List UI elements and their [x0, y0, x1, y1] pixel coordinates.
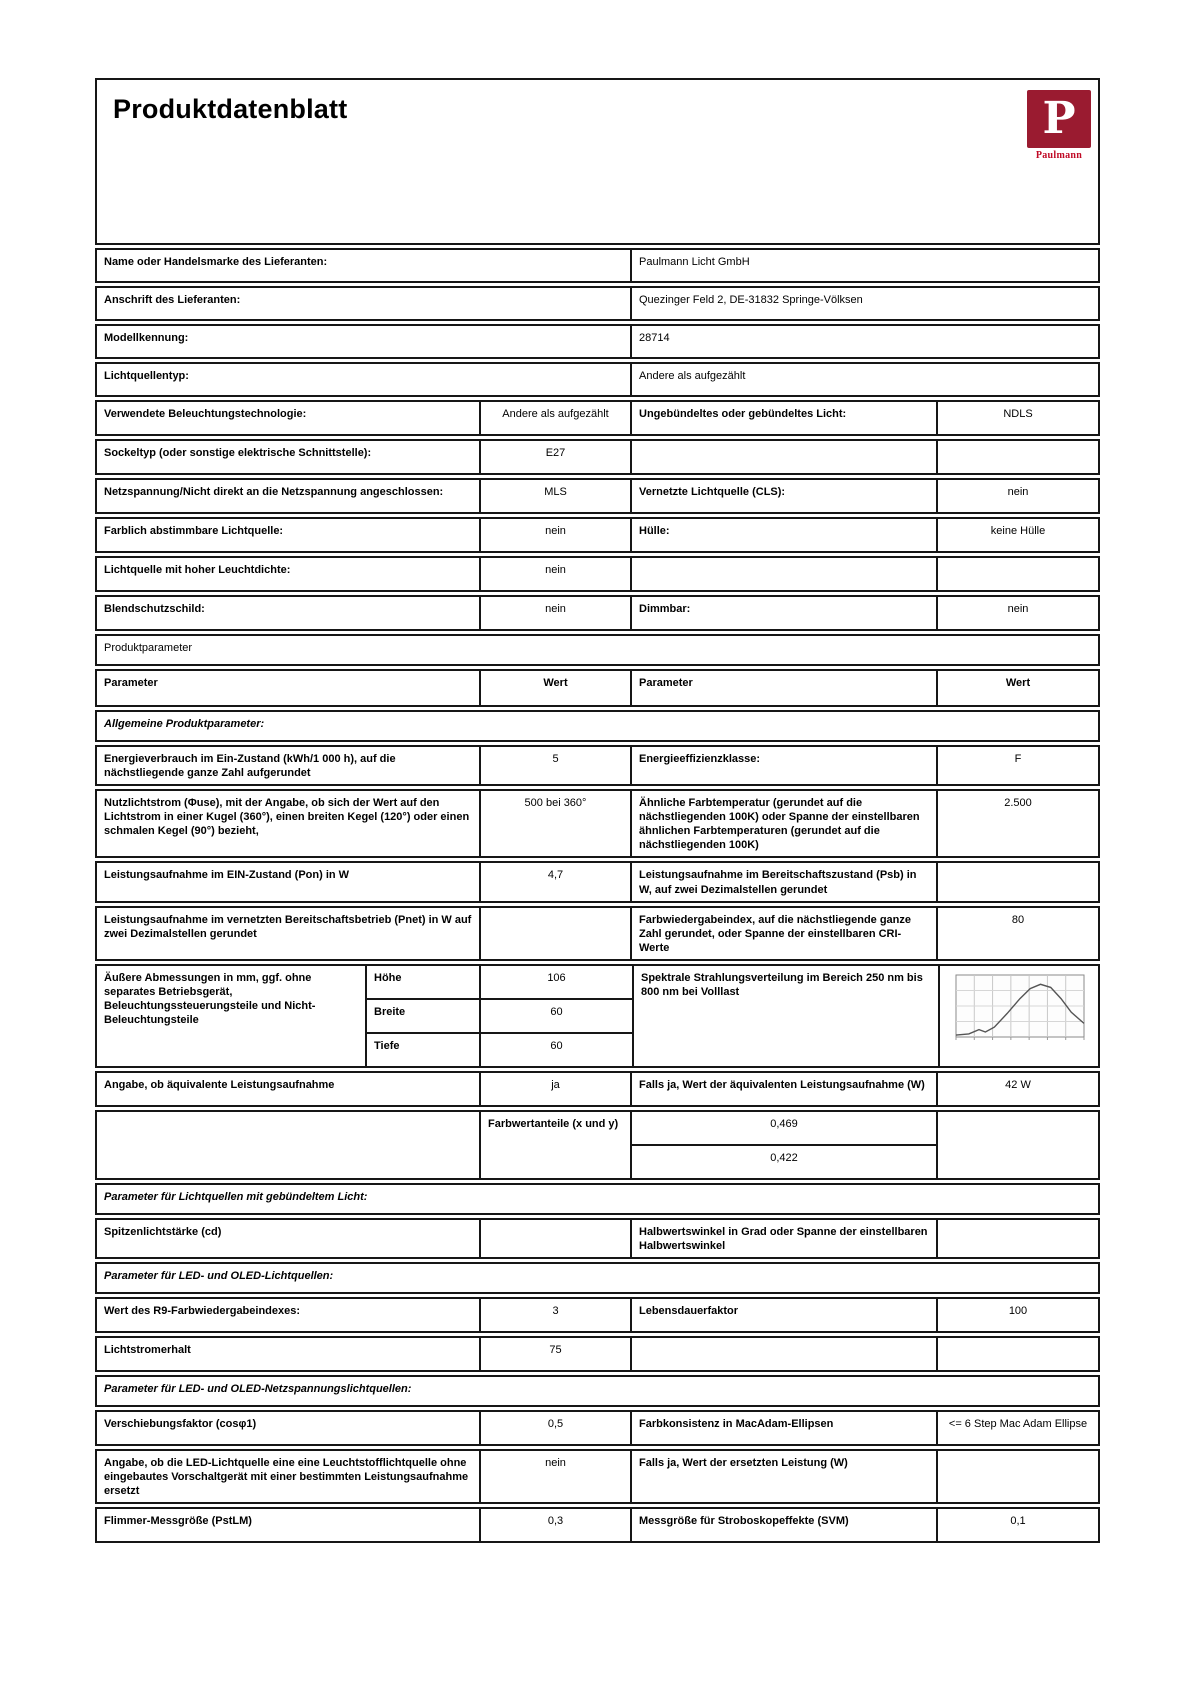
- spectral-distribution-chart: [950, 972, 1088, 1046]
- cell-label: Nutzlichtstrom (Φuse), mit der Angabe, ob sich der Wert auf den Lichtstrom in einer Kugel (360°), einen breiten Kegel (120°) oder einen schmalen Kegel (90°) bezieht,: [97, 791, 481, 856]
- spectral-chart-cell: [940, 966, 1098, 1066]
- cell-label: Äußere Abmessungen in mm, ggf. ohne separates Betriebsgerät, Beleuchtungssteuerungsteile und Nicht-Beleuchtungsteile: [97, 966, 367, 1066]
- cell-value: [938, 1451, 1098, 1502]
- table-row: [95, 478, 1100, 514]
- cell-value: 75: [481, 1338, 632, 1370]
- cell-label: Lebensdauerfaktor: [632, 1299, 938, 1331]
- cell-value: nein: [481, 519, 632, 551]
- table-row: [95, 634, 1100, 666]
- table-row: [95, 1262, 1100, 1294]
- cell-label: Lichtstromerhalt: [97, 1338, 481, 1370]
- cell-label: Lichtquellentyp:: [97, 364, 632, 395]
- column-header: Wert: [1005, 677, 1031, 689]
- section-heading: Produktparameter: [104, 642, 193, 654]
- cell-value: nein: [481, 1451, 632, 1502]
- cell-label: Modellkennung:: [97, 326, 632, 357]
- cell-label: Verwendete Beleuchtungstechnologie:: [97, 402, 481, 434]
- column-header: Parameter: [632, 671, 938, 705]
- datasheet-page: [95, 78, 1100, 1546]
- table-row: [95, 439, 1100, 475]
- chromaticity-value: 0,469: [770, 1117, 798, 1130]
- cell-value: [938, 558, 1098, 590]
- cell-value: [938, 1220, 1098, 1257]
- logo-wordmark: Paulmann: [1035, 150, 1083, 161]
- table-row: [95, 1336, 1100, 1372]
- chromaticity-values: [632, 1112, 938, 1178]
- table-row: [95, 1110, 1100, 1180]
- cell-label: Leistungsaufnahme im Bereitschaftszustand (Psb) in W, auf zwei Dezimalstellen gerundet: [632, 863, 938, 900]
- cell-value: nein: [1007, 603, 1029, 615]
- table-row: [95, 1071, 1100, 1107]
- cell-label: Spektrale Strahlungsverteilung im Bereich 250 nm bis 800 nm bei Volllast: [634, 966, 940, 1066]
- cell-value: 42 W: [1005, 1078, 1031, 1091]
- cell-value: Andere als aufgezählt: [481, 402, 632, 434]
- table-row: [95, 789, 1100, 858]
- empty-cell: [938, 1112, 1098, 1178]
- cell-value: 80: [1011, 913, 1025, 926]
- cell-value: 100: [1008, 1305, 1028, 1318]
- table-row: [95, 248, 1100, 283]
- cell-label: [632, 558, 938, 590]
- cell-value: F: [1014, 753, 1022, 765]
- datasheet-table: [95, 248, 1100, 1543]
- title-block: [95, 78, 1100, 245]
- cell-value: nein: [481, 597, 632, 629]
- cell-value: <= 6 Step Mac Adam Ellipse: [948, 1418, 1088, 1431]
- cell-value: ja: [481, 1073, 632, 1105]
- cell-label: Spitzenlichtstärke (cd): [97, 1220, 481, 1257]
- table-row: [95, 595, 1100, 631]
- dimension-value: 106: [547, 971, 566, 984]
- table-row: [95, 324, 1100, 359]
- cell-label: Flimmer-Messgröße (PstLM): [97, 1509, 481, 1541]
- dimension-name: Breite: [367, 1000, 481, 1032]
- cell-value: 3: [481, 1299, 632, 1331]
- cell-label: Farblich abstimmbare Lichtquelle:: [97, 519, 481, 551]
- cell-label: Leistungsaufnahme im vernetzten Bereitschaftsbetrieb (Pnet) in W auf zwei Dezimalstellen gerundet: [97, 908, 481, 959]
- cell-label: Lichtquelle mit hoher Leuchtdichte:: [97, 558, 481, 590]
- cell-label: Anschrift des Lieferanten:: [97, 288, 632, 319]
- cell-value: [481, 1220, 632, 1257]
- cell-label: Energieverbrauch im Ein-Zustand (kWh/1 000 h), auf die nächstliegende ganze Zahl aufgerundet: [97, 747, 481, 784]
- table-row: [95, 1410, 1100, 1446]
- cell-label: Energieeffizienzklasse:: [632, 747, 938, 784]
- cell-value: [938, 441, 1098, 473]
- table-row: [95, 1297, 1100, 1333]
- cell-label: Wert des R9-Farbwiedergabeindexes:: [97, 1299, 481, 1331]
- chromaticity-value: 0,422: [632, 1144, 936, 1178]
- table-row: [95, 400, 1100, 436]
- cell-label: Vernetzte Lichtquelle (CLS):: [632, 480, 938, 512]
- paulmann-logo: [1027, 90, 1091, 161]
- dimension-row: [367, 1032, 632, 1066]
- cell-value: 0,1: [1010, 1515, 1026, 1528]
- cell-label: Verschiebungsfaktor (cosφ1): [97, 1412, 481, 1444]
- cell-value: Quezinger Feld 2, DE-31832 Springe-Völksen: [639, 294, 863, 306]
- cell-label: Farbwertanteile (x und y): [481, 1112, 632, 1178]
- table-row: [95, 1183, 1100, 1215]
- cell-value: 28714: [639, 332, 670, 344]
- table-row: [95, 286, 1100, 321]
- cell-label: Farbwiedergabeindex, auf die nächstliegende ganze Zahl gerundet, oder Spanne der einstellbaren CRI-Werte: [632, 908, 938, 959]
- column-header: Wert: [481, 671, 632, 705]
- cell-value: [938, 863, 1098, 900]
- cell-value: 5: [481, 747, 632, 784]
- cell-label: Falls ja, Wert der ersetzten Leistung (W): [632, 1451, 938, 1502]
- table-row: [95, 1375, 1100, 1407]
- cell-label: Messgröße für Stroboskopeffekte (SVM): [632, 1509, 938, 1541]
- cell-label: Angabe, ob äquivalente Leistungsaufnahme: [97, 1073, 481, 1105]
- cell-value: 0,5: [481, 1412, 632, 1444]
- table-row: [95, 669, 1100, 707]
- cell-label: Name oder Handelsmarke des Lieferanten:: [97, 250, 632, 281]
- dimension-value: 60: [550, 1005, 563, 1018]
- cell-label: Netzspannung/Nicht direkt an die Netzspannung angeschlossen:: [97, 480, 481, 512]
- section-heading: Allgemeine Produktparameter:: [104, 718, 265, 730]
- table-row: [95, 556, 1100, 592]
- dimension-name: Höhe: [367, 966, 481, 998]
- table-row: [95, 517, 1100, 553]
- cell-value: nein: [1007, 486, 1029, 498]
- cell-value: [481, 908, 632, 959]
- cell-value: E27: [481, 441, 632, 473]
- cell-label: [632, 441, 938, 473]
- cell-value: 2.500: [1004, 797, 1032, 810]
- cell-label: Halbwertswinkel in Grad oder Spanne der einstellbaren Halbwertswinkel: [632, 1220, 938, 1257]
- table-row: [95, 1218, 1100, 1259]
- dimension-row: [367, 966, 632, 998]
- cell-label: Sockeltyp (oder sonstige elektrische Schnittstelle):: [97, 441, 481, 473]
- cell-label: Falls ja, Wert der äquivalenten Leistungsaufnahme (W): [632, 1073, 938, 1105]
- table-row: [95, 710, 1100, 742]
- cell-value: nein: [481, 558, 632, 590]
- cell-label: Farbkonsistenz in MacAdam-Ellipsen: [632, 1412, 938, 1444]
- table-row: [95, 745, 1100, 786]
- cell-value: Paulmann Licht GmbH: [639, 256, 750, 268]
- dimensions-subtable: [367, 966, 634, 1066]
- cell-label: Leistungsaufnahme im EIN-Zustand (Pon) in W: [97, 863, 481, 900]
- page-title: Produktdatenblatt: [113, 94, 348, 124]
- cell-label: Dimmbar:: [632, 597, 938, 629]
- column-header: Parameter: [97, 671, 481, 705]
- cell-value: 4,7: [481, 863, 632, 900]
- cell-value: 0,3: [481, 1509, 632, 1541]
- dimension-row: [367, 998, 632, 1032]
- section-heading: Parameter für LED- und OLED-Netzspannungslichtquellen:: [104, 1383, 412, 1396]
- table-row: [95, 964, 1100, 1068]
- cell-label: Blendschutzschild:: [97, 597, 481, 629]
- cell-value: 500 bei 360°: [481, 791, 632, 856]
- section-heading: Parameter für Lichtquellen mit gebündeltem Licht:: [104, 1190, 368, 1203]
- cell-label: Ungebündeltes oder gebündeltes Licht:: [632, 402, 938, 434]
- cell-label: Angabe, ob die LED-Lichtquelle eine eine Leuchtstofflichtquelle ohne eingebautes Vorschaltgerät mit einer bestimmten Leistungsaufnahme ersetzt: [97, 1451, 481, 1502]
- cell-label: [632, 1338, 938, 1370]
- dimension-name: Tiefe: [367, 1034, 481, 1066]
- dimension-value: 60: [550, 1039, 563, 1052]
- logo-p-icon: P: [1027, 90, 1091, 148]
- cell-value: Andere als aufgezählt: [639, 370, 746, 382]
- cell-value: NDLS: [1003, 408, 1033, 420]
- section-heading: Parameter für LED- und OLED-Lichtquellen:: [104, 1270, 334, 1283]
- empty-cell: [97, 1112, 481, 1178]
- table-row: [95, 1449, 1100, 1504]
- table-row: [95, 1507, 1100, 1543]
- table-row: [95, 362, 1100, 397]
- cell-label: Ähnliche Farbtemperatur (gerundet auf die nächstliegenden 100K) oder Spanne der einstellbaren ähnlichen Farbtemperaturen (gerundet auf die nächstliegenden 100K): [632, 791, 938, 856]
- cell-value: [938, 1338, 1098, 1370]
- cell-label: Hülle:: [632, 519, 938, 551]
- table-row: [95, 861, 1100, 902]
- table-row: [95, 906, 1100, 961]
- cell-value: keine Hülle: [990, 525, 1046, 537]
- cell-value: MLS: [481, 480, 632, 512]
